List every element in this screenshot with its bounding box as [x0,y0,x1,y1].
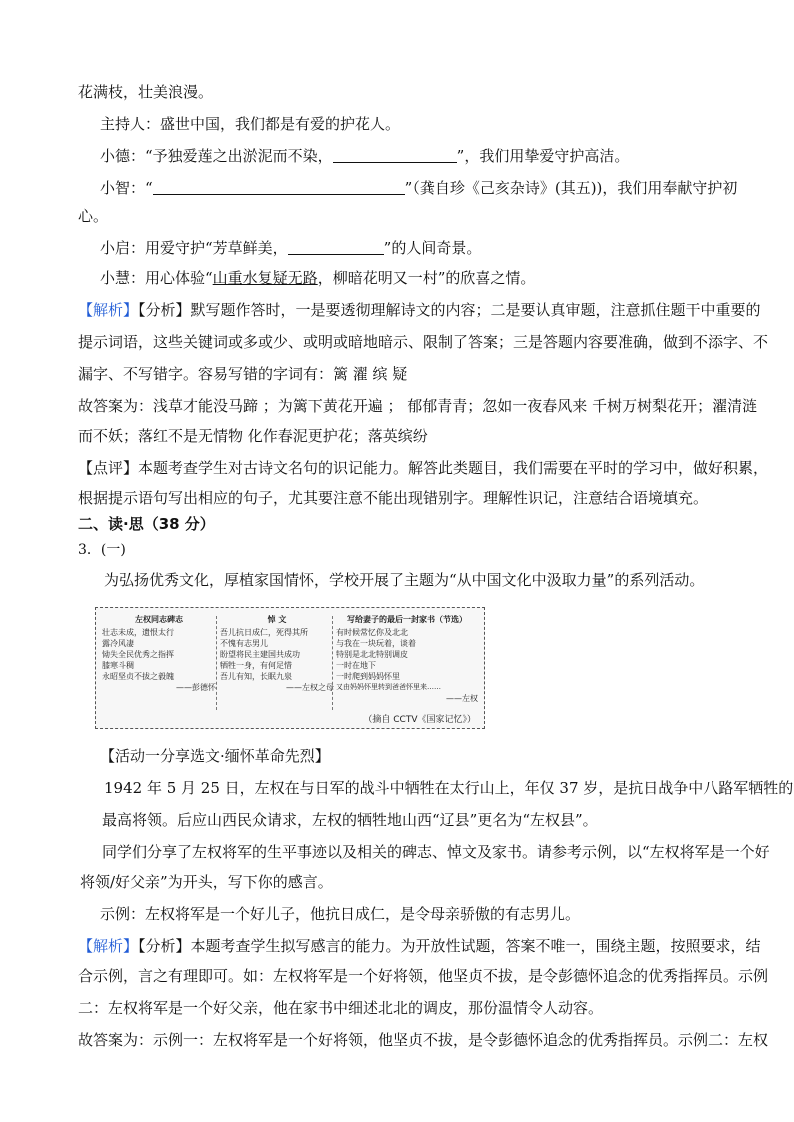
figure-panel-epitaph [102,614,216,706]
text-line: 故答案为：浅草才能没马蹄 ；为篱下黄花开遍 ； 郁郁青青；忽如一夜春风来 千树万树梨花开；濯清涟 [78,397,758,415]
text-line: 漏字、不写错字。容易写错的字词有：篱 濯 缤 疑 [78,365,408,383]
panel-line: 吾儿有知，长眠九泉 [220,672,292,681]
panel-divider [332,616,333,710]
text-line: 主持人：盛世中国，我们都是有爱的护花人。 [100,115,401,133]
text-line: 二：左权将军是一个好父亲，他在家书中细述北北的调皮，那份温情令人动容。 [78,999,604,1017]
answer-blank [333,147,457,163]
figure-caption: （摘自 CCTV《国家记忆》） [363,715,476,725]
panel-line: 一时在地下 [336,661,376,670]
question-number: 3．(一) [78,542,126,558]
text-line [78,936,761,956]
figure-panel-letter [336,614,478,706]
text-line: 花满枝，壮美浪漫。 [78,83,214,101]
text-segment: ”（龚自珍《己亥杂诗》(其五))，我们用奉献守护初 [404,179,738,197]
panel-line: 盼望将民主建国共成功 [220,650,300,659]
analysis-tag: 【解析】 [78,301,139,319]
text-line: 同学们分享了左权将军的生平事迹以及相关的碑志、悼文及家书。请参考示例，以“左权将军是一个好 [102,843,770,861]
panel-title: 悼 文 [267,615,287,624]
text-segment: ，柳暗花明又一村”的欣喜之情。 [317,269,536,287]
panel-line: 又由妈妈怀里转到爸爸怀里来…… [336,683,441,691]
activity-heading: 【活动一分享选文·缅怀革命先烈】 [100,747,330,765]
panel-signature: ——左权之母 [286,683,334,692]
text-line [100,238,481,258]
panel-line: 恸失全民优秀之指挥 [102,650,174,659]
text-line: 示例：左权将军是一个好儿子，他抗日成仁，是令母亲骄傲的有志男儿。 [100,905,581,923]
figure-panel-eulogy [220,614,334,706]
panel-line: 特别是北北特别调皮 [336,650,408,659]
section-heading: 二、读·思（38 分） [78,515,215,533]
panel-title: 左权同志碑志 [135,615,183,624]
panel-signature: ——彭德怀 [176,683,216,692]
text-segment: 小慧：用心体验“ [100,269,213,287]
text-line: 根据提示语句写出相应的句子，尤其要注意不能出现错别字。理解性识记，注意结合语境填充。 [78,489,709,507]
text-line [100,268,535,288]
figure-image [95,607,485,729]
text-segment: 小启：用爱守护“芳草鲜美， [100,239,288,257]
text-segment: ”的人间奇景。 [383,239,482,257]
panel-signature: ——左权 [446,694,478,703]
text-line: 心。 [78,207,109,225]
text-line: 1942 年 5 月 25 日，左权在与日军的战斗中牺牲在太行山上，年仅 37 岁，是抗日战争中八路军牺牲的 [104,779,794,797]
text-segment: 小德：“予独爱莲之出淤泥而不染， [100,147,333,165]
panel-line: 牺牲一身，有何足惜 [220,661,292,670]
text-line: 最高将领。后应山西民众请求，左权的牺牲地山西“辽县”更名为“左权县”。 [102,811,598,829]
panel-line: 膝寒斗稠 [102,661,134,670]
panel-line: 吾儿抗日成仁，死得其所 [220,628,308,637]
underlined-phrase: 山重水复疑无路 [212,269,318,287]
text-line: 将领/好父亲”为开头，写下你的感言。 [80,873,333,891]
text-line [78,300,761,320]
panel-line: 壮志未成，遗恨太行 [102,628,174,637]
text-line [100,146,629,166]
text-segment: 【分析】默写题作答时，一是要透彻理解诗文的内容；二是要认真审题，注意抓住题干中重要的 [138,301,761,319]
panel-title: 写给妻子的最后一封家书（节选） [347,615,467,624]
text-line: 为弘扬优秀文化，厚植家国情怀，学校开展了主题为“从中国文化中汲取力量”的系列活动。 [104,571,705,589]
analysis-tag: 【解析】 [78,937,139,955]
answer-blank [153,179,405,195]
panel-line: 有时候常忆你及北北 [336,628,408,637]
text-segment: 小智：“ [100,179,153,197]
text-line [100,178,737,198]
text-line: 故答案为：示例一：左权将军是一个好将领，他坚贞不拔，是令彭德怀追念的优秀指挥员。示例二：左权 [78,1031,769,1049]
panel-line: 露冷风凄 [102,639,134,648]
panel-line: 不愧有志男儿 [220,639,268,648]
text-segment: ”，我们用挚爱守护高洁。 [456,147,630,165]
text-line: 而不妖；落红不是无情物 化作春泥更护花；落英缤纷 [78,427,428,445]
text-line: 【点评】本题考查学生对古诗文名句的识记能力。解答此类题目，我们需要在平时的学习中，做好积累， [78,459,769,477]
text-line: 提示词语，这些关键词或多或少、或明或暗地暗示、限制了答案；三是答题内容要准确，做到不添字、不 [78,333,769,351]
panel-divider [216,616,217,710]
panel-line: 永昭坚贞不拔之毅魄 [102,672,174,681]
answer-blank [288,239,384,255]
text-segment: 【分析】本题考查学生拟写感言的能力。为开放性试题，答案不唯一，围绕主题，按照要求，结 [138,937,761,955]
panel-line: 与我在一块玩着，谈着 [336,639,416,648]
text-line: 合示例，言之有理即可。如：左权将军是一个好将领，他坚贞不拔，是令彭德怀追念的优秀指挥员。示例 [78,967,769,985]
panel-line: 一时爬到妈妈怀里 [336,672,400,681]
